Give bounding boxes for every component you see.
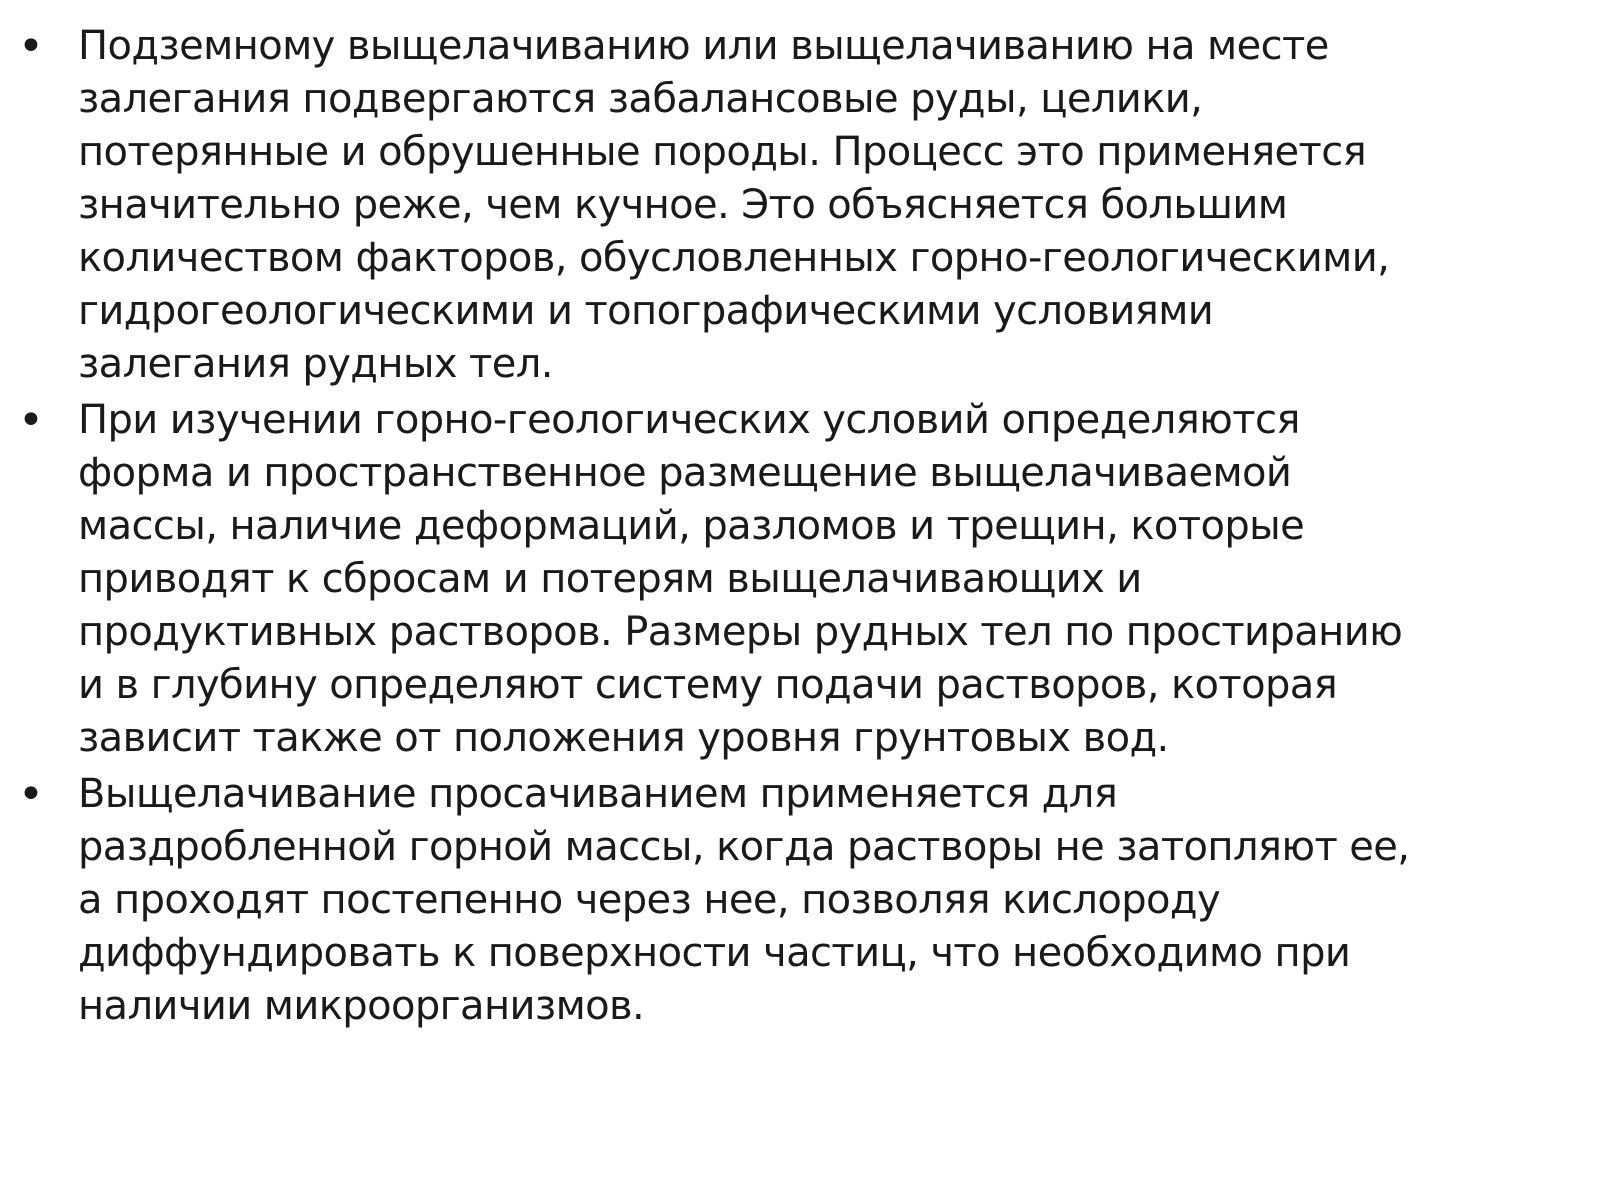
bullet-item-underground-leaching bbox=[18, 20, 1590, 391]
text-line: форма и пространственное размещение выщелачиваемой bbox=[78, 450, 1292, 496]
text-line: Выщелачивание просачиванием применяется для bbox=[78, 771, 1118, 817]
bullet-item-geological-conditions bbox=[18, 394, 1590, 765]
text-line: залегания рудных тел. bbox=[78, 341, 553, 387]
text-line: залегания подвергаются забалансовые руды, целики, bbox=[78, 76, 1203, 122]
bullet-icon: • bbox=[18, 21, 44, 72]
text-line: приводят к сбросам и потерям выщелачивающих и bbox=[78, 556, 1142, 602]
text-line: зависит также от положения уровня грунтовых вод. bbox=[78, 715, 1169, 761]
bullet-icon: • bbox=[18, 769, 44, 820]
text-line: а проходят постепенно через нее, позволяя кислороду bbox=[78, 877, 1221, 923]
text-line: массы, наличие деформаций, разломов и трещин, которые bbox=[78, 503, 1305, 549]
bullet-list bbox=[18, 20, 1590, 1036]
text-line: значительно реже, чем кучное. Это объясняется большим bbox=[78, 182, 1288, 228]
text-line: диффундировать к поверхности частиц, что необходимо при bbox=[78, 930, 1351, 976]
text-line: продуктивных растворов. Размеры рудных тел по простиранию bbox=[78, 609, 1403, 655]
text-line: раздробленной горной массы, когда растворы не затопляют ее, bbox=[78, 824, 1410, 870]
text-line: количеством факторов, обусловленных горно-геологическими, bbox=[78, 235, 1390, 281]
bullet-icon: • bbox=[18, 395, 44, 446]
text-line: Подземному выщелачиванию или выщелачиванию на месте bbox=[78, 23, 1329, 69]
text-line: гидрогеологическими и топографическими условиями bbox=[78, 288, 1214, 334]
text-line: При изучении горно-геологических условий определяются bbox=[78, 397, 1300, 443]
text-line: наличии микроорганизмов. bbox=[78, 983, 645, 1029]
bullet-item-percolation-leaching bbox=[18, 768, 1590, 1033]
text-line: потерянные и обрушенные породы. Процесс это применяется bbox=[78, 129, 1367, 175]
text-line: и в глубину определяют систему подачи растворов, которая bbox=[78, 662, 1338, 708]
